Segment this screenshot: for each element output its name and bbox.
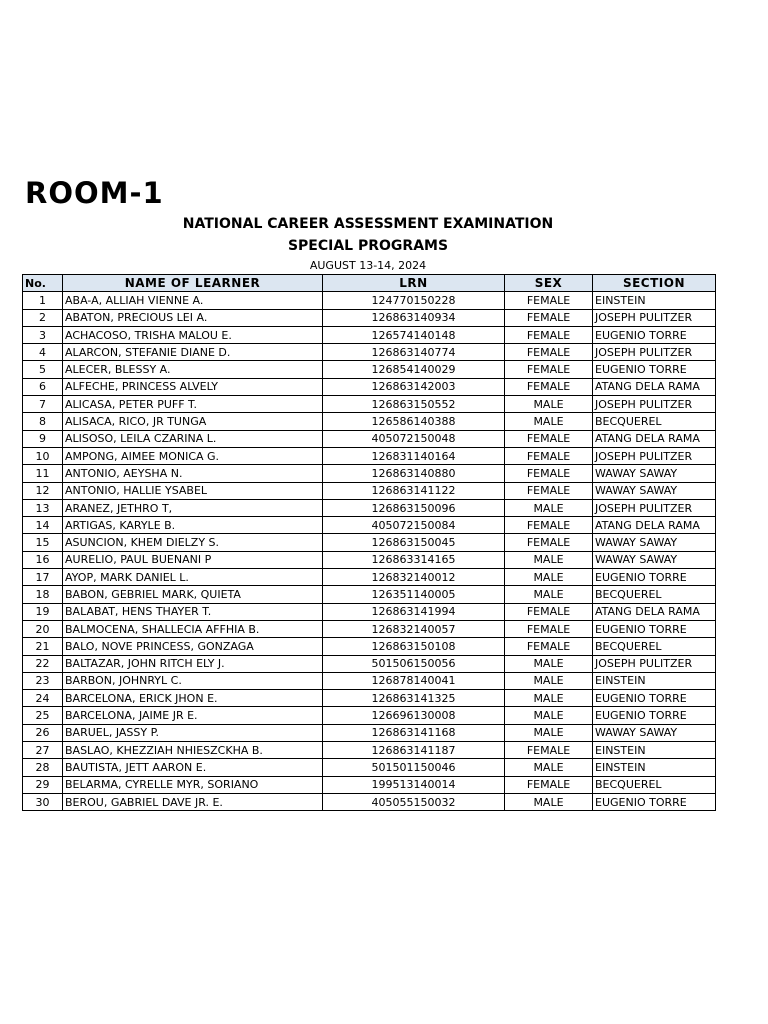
table-row xyxy=(23,759,716,776)
learner-sex: MALE xyxy=(505,759,593,776)
learner-name: ALICASA, PETER PUFF T. xyxy=(63,396,323,413)
table-row xyxy=(23,413,716,430)
learner-sex: MALE xyxy=(505,724,593,741)
learner-sex: FEMALE xyxy=(505,482,593,499)
learner-lrn: 501506150056 xyxy=(323,655,505,672)
row-number: 24 xyxy=(23,690,63,707)
learner-name: ALISACA, RICO, JR TUNGA xyxy=(63,413,323,430)
column-header-sex: SEX xyxy=(505,275,593,292)
row-number: 9 xyxy=(23,430,63,447)
learner-sex: MALE xyxy=(505,499,593,516)
learner-sex: MALE xyxy=(505,569,593,586)
row-number: 4 xyxy=(23,344,63,361)
row-number: 6 xyxy=(23,378,63,395)
learner-section: EUGENIO TORRE xyxy=(593,620,716,637)
column-header-lrn: LRN xyxy=(323,275,505,292)
table-row xyxy=(23,793,716,810)
learner-lrn: 126863141187 xyxy=(323,742,505,759)
learner-name: BARUEL, JASSY P. xyxy=(63,724,323,741)
learner-section: EUGENIO TORRE xyxy=(593,707,716,724)
row-number: 23 xyxy=(23,672,63,689)
learner-section: ATANG DELA RAMA xyxy=(593,378,716,395)
table-row xyxy=(23,292,716,309)
learner-section: WAWAY SAWAY xyxy=(593,724,716,741)
learner-name: AYOP, MARK DANIEL L. xyxy=(63,569,323,586)
table-row xyxy=(23,672,716,689)
learner-section: EINSTEIN xyxy=(593,759,716,776)
room-heading: ROOM-1 xyxy=(25,176,164,210)
learner-section: EUGENIO TORRE xyxy=(593,361,716,378)
learner-name: BALTAZAR, JOHN RITCH ELY J. xyxy=(63,655,323,672)
learner-lrn: 126351140005 xyxy=(323,586,505,603)
learner-name: ASUNCION, KHEM DIELZY S. xyxy=(63,534,323,551)
learner-sex: FEMALE xyxy=(505,361,593,378)
learner-lrn: 126863141168 xyxy=(323,724,505,741)
row-number: 10 xyxy=(23,447,63,464)
table-row xyxy=(23,344,716,361)
learner-sex: MALE xyxy=(505,655,593,672)
row-number: 22 xyxy=(23,655,63,672)
learner-lrn: 126863140880 xyxy=(323,465,505,482)
learner-name: AURELIO, PAUL BUENANI P xyxy=(63,551,323,568)
learner-sex: FEMALE xyxy=(505,326,593,343)
learner-section: ATANG DELA RAMA xyxy=(593,603,716,620)
learner-section: EUGENIO TORRE xyxy=(593,569,716,586)
learner-section: JOSEPH PULITZER xyxy=(593,499,716,516)
learner-section: BECQUEREL xyxy=(593,413,716,430)
column-header-section: SECTION xyxy=(593,275,716,292)
learner-name: ALFECHE, PRINCESS ALVELY xyxy=(63,378,323,395)
column-header-no: No. xyxy=(23,275,63,292)
row-number: 7 xyxy=(23,396,63,413)
learner-section: EUGENIO TORRE xyxy=(593,793,716,810)
row-number: 28 xyxy=(23,759,63,776)
learner-name: ACHACOSO, TRISHA MALOU E. xyxy=(63,326,323,343)
learner-lrn: 126863150108 xyxy=(323,638,505,655)
learner-section: WAWAY SAWAY xyxy=(593,465,716,482)
learner-name: BARCELONA, ERICK JHON E. xyxy=(63,690,323,707)
table-row xyxy=(23,655,716,672)
table-row xyxy=(23,534,716,551)
learner-section: EUGENIO TORRE xyxy=(593,690,716,707)
row-number: 25 xyxy=(23,707,63,724)
table-row xyxy=(23,447,716,464)
row-number: 3 xyxy=(23,326,63,343)
row-number: 18 xyxy=(23,586,63,603)
table-row xyxy=(23,724,716,741)
learner-section: ATANG DELA RAMA xyxy=(593,517,716,534)
learner-sex: FEMALE xyxy=(505,344,593,361)
learner-sex: MALE xyxy=(505,690,593,707)
table-row xyxy=(23,776,716,793)
learner-name: ALECER, BLESSY A. xyxy=(63,361,323,378)
table-row xyxy=(23,586,716,603)
learner-lrn: 126863140934 xyxy=(323,309,505,326)
learner-lrn: 126586140388 xyxy=(323,413,505,430)
learner-lrn: 126878140041 xyxy=(323,672,505,689)
learner-sex: FEMALE xyxy=(505,447,593,464)
learner-sex: MALE xyxy=(505,793,593,810)
learner-lrn: 126696130008 xyxy=(323,707,505,724)
table-row xyxy=(23,551,716,568)
table-row xyxy=(23,620,716,637)
learner-name: BABON, GEBRIEL MARK, QUIETA xyxy=(63,586,323,603)
row-number: 2 xyxy=(23,309,63,326)
learner-sex: FEMALE xyxy=(505,378,593,395)
learner-name: ALISOSO, LEILA CZARINA L. xyxy=(63,430,323,447)
table-row xyxy=(23,309,716,326)
learner-name: ANTONIO, AEYSHA N. xyxy=(63,465,323,482)
column-header-name: NAME OF LEARNER xyxy=(63,275,323,292)
learner-section: WAWAY SAWAY xyxy=(593,482,716,499)
learner-lrn: 405055150032 xyxy=(323,793,505,810)
learner-section: BECQUEREL xyxy=(593,776,716,793)
learner-name: AMPONG, AIMEE MONICA G. xyxy=(63,447,323,464)
learner-lrn: 126832140057 xyxy=(323,620,505,637)
table-row xyxy=(23,396,716,413)
learner-section: JOSEPH PULITZER xyxy=(593,344,716,361)
learner-name: ARTIGAS, KARYLE B. xyxy=(63,517,323,534)
learner-section: WAWAY SAWAY xyxy=(593,534,716,551)
table-row xyxy=(23,465,716,482)
learner-section: BECQUEREL xyxy=(593,638,716,655)
table-row xyxy=(23,707,716,724)
row-number: 19 xyxy=(23,603,63,620)
table-row xyxy=(23,742,716,759)
table-row xyxy=(23,361,716,378)
learner-lrn: 126854140029 xyxy=(323,361,505,378)
learner-sex: FEMALE xyxy=(505,430,593,447)
learner-lrn: 126863140774 xyxy=(323,344,505,361)
table-row xyxy=(23,690,716,707)
learner-lrn: 126832140012 xyxy=(323,569,505,586)
learner-sex: FEMALE xyxy=(505,603,593,620)
table-row xyxy=(23,638,716,655)
learner-sex: FEMALE xyxy=(505,620,593,637)
learner-sex: FEMALE xyxy=(505,292,593,309)
learner-name: BASLAO, KHEZZIAH NHIESZCKHA B. xyxy=(63,742,323,759)
row-number: 21 xyxy=(23,638,63,655)
learner-sex: FEMALE xyxy=(505,776,593,793)
learner-section: ATANG DELA RAMA xyxy=(593,430,716,447)
exam-date: AUGUST 13-14, 2024 xyxy=(309,259,427,272)
learner-name: ABA-A, ALLIAH VIENNE A. xyxy=(63,292,323,309)
row-number: 30 xyxy=(23,793,63,810)
learner-lrn: 501501150046 xyxy=(323,759,505,776)
learner-lrn: 126574140148 xyxy=(323,326,505,343)
learner-section: JOSEPH PULITZER xyxy=(593,309,716,326)
table-row xyxy=(23,517,716,534)
learner-name: BEROU, GABRIEL DAVE JR. E. xyxy=(63,793,323,810)
learner-section: BECQUEREL xyxy=(593,586,716,603)
learner-lrn: 405072150084 xyxy=(323,517,505,534)
learner-section: WAWAY SAWAY xyxy=(593,551,716,568)
learner-sex: MALE xyxy=(505,586,593,603)
table-row xyxy=(23,569,716,586)
table-header-row xyxy=(23,275,716,292)
row-number: 29 xyxy=(23,776,63,793)
row-number: 15 xyxy=(23,534,63,551)
row-number: 5 xyxy=(23,361,63,378)
learner-lrn: 199513140014 xyxy=(323,776,505,793)
learner-lrn: 126863150552 xyxy=(323,396,505,413)
learner-name: BALABAT, HENS THAYER T. xyxy=(63,603,323,620)
table-row xyxy=(23,430,716,447)
learner-section: EUGENIO TORRE xyxy=(593,326,716,343)
learner-name: ALARCON, STEFANIE DIANE D. xyxy=(63,344,323,361)
learner-lrn: 405072150048 xyxy=(323,430,505,447)
learner-sex: MALE xyxy=(505,707,593,724)
exam-title: NATIONAL CAREER ASSESSMENT EXAMINATION xyxy=(182,216,554,232)
row-number: 17 xyxy=(23,569,63,586)
learner-section: JOSEPH PULITZER xyxy=(593,396,716,413)
learner-lrn: 126863141122 xyxy=(323,482,505,499)
learner-name: ARANEZ, JETHRO T, xyxy=(63,499,323,516)
learner-name: BALMOCENA, SHALLECIA AFFHIA B. xyxy=(63,620,323,637)
learner-lrn: 126863150096 xyxy=(323,499,505,516)
learner-section: EINSTEIN xyxy=(593,672,716,689)
learner-section: EINSTEIN xyxy=(593,292,716,309)
row-number: 14 xyxy=(23,517,63,534)
learner-lrn: 124770150228 xyxy=(323,292,505,309)
learner-name: BAUTISTA, JETT AARON E. xyxy=(63,759,323,776)
row-number: 26 xyxy=(23,724,63,741)
learner-lrn: 126863141325 xyxy=(323,690,505,707)
learner-lrn: 126863142003 xyxy=(323,378,505,395)
program-title: SPECIAL PROGRAMS xyxy=(287,238,449,254)
learner-sex: FEMALE xyxy=(505,309,593,326)
learner-section: JOSEPH PULITZER xyxy=(593,447,716,464)
learner-section: EINSTEIN xyxy=(593,742,716,759)
row-number: 13 xyxy=(23,499,63,516)
learner-name: BARCELONA, JAIME JR E. xyxy=(63,707,323,724)
learner-name: BALO, NOVE PRINCESS, GONZAGA xyxy=(63,638,323,655)
learner-lrn: 126863150045 xyxy=(323,534,505,551)
row-number: 11 xyxy=(23,465,63,482)
learner-sex: MALE xyxy=(505,672,593,689)
row-number: 16 xyxy=(23,551,63,568)
table-row xyxy=(23,499,716,516)
learner-section: JOSEPH PULITZER xyxy=(593,655,716,672)
learner-sex: FEMALE xyxy=(505,638,593,655)
learner-name: ANTONIO, HALLIE YSABEL xyxy=(63,482,323,499)
learner-sex: FEMALE xyxy=(505,517,593,534)
table-row xyxy=(23,378,716,395)
learner-sex: MALE xyxy=(505,413,593,430)
learner-lrn: 126863314165 xyxy=(323,551,505,568)
row-number: 1 xyxy=(23,292,63,309)
row-number: 8 xyxy=(23,413,63,430)
learner-sex: FEMALE xyxy=(505,742,593,759)
row-number: 12 xyxy=(23,482,63,499)
learner-sex: FEMALE xyxy=(505,534,593,551)
table-row xyxy=(23,326,716,343)
learner-name: BARBON, JOHNRYL C. xyxy=(63,672,323,689)
table-row xyxy=(23,482,716,499)
learner-sex: FEMALE xyxy=(505,465,593,482)
learner-lrn: 126863141994 xyxy=(323,603,505,620)
row-number: 27 xyxy=(23,742,63,759)
learner-lrn: 126831140164 xyxy=(323,447,505,464)
learner-table xyxy=(22,274,716,811)
learner-sex: MALE xyxy=(505,396,593,413)
learner-name: BELARMA, CYRELLE MYR, SORIANO xyxy=(63,776,323,793)
table-row xyxy=(23,603,716,620)
learner-name: ABATON, PRECIOUS LEI A. xyxy=(63,309,323,326)
learner-sex: MALE xyxy=(505,551,593,568)
row-number: 20 xyxy=(23,620,63,637)
